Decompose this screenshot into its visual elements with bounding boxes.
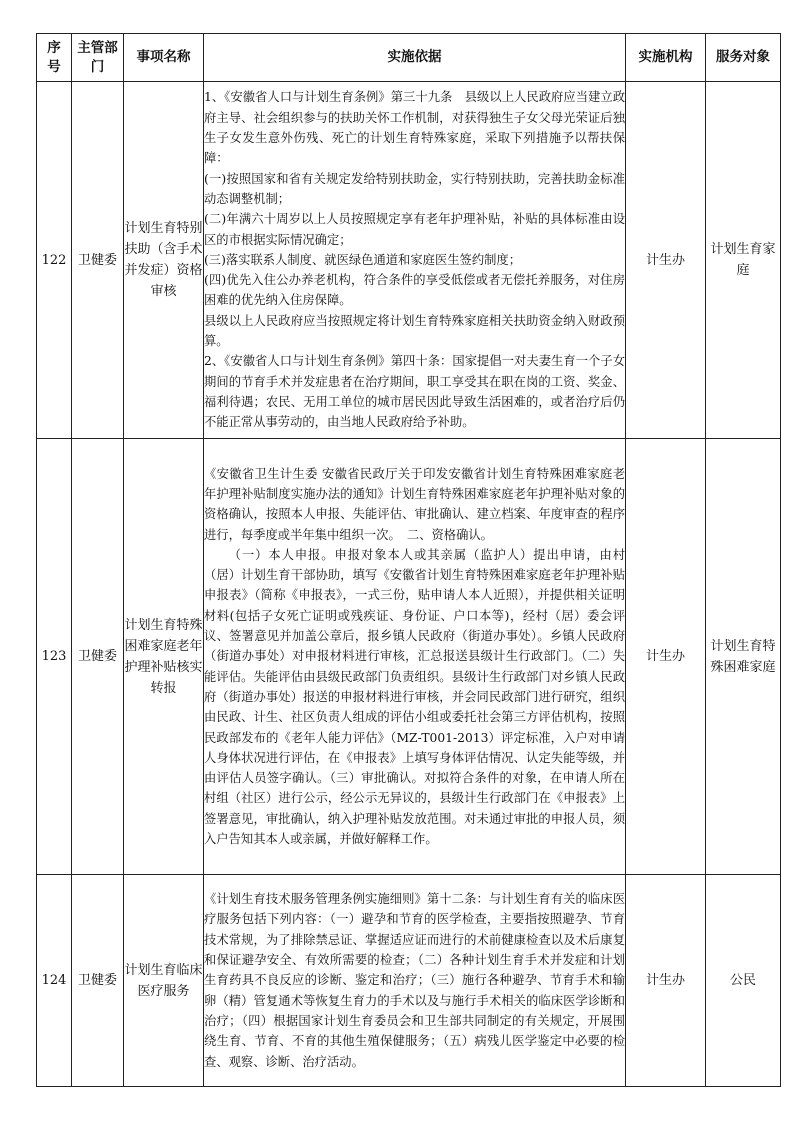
basis-paragraph: 2、《安徽省人口与计划生育条例》第四十条：国家提倡一对夫妻生育一个子女期间的节育手术并发症患者在治疗期间，职工享受其在职在岗的工资、奖金、福利待遇；农民、无用工单位的城市居民因此导致生活困难的，或者治疗后仍不能正常从事劳动的，由当地人民政府给予补助。 <box>204 354 625 430</box>
row-department: 卫健委 <box>72 439 124 875</box>
row-number: 124 <box>37 875 72 1087</box>
row-department: 卫健委 <box>72 875 124 1087</box>
row-target: 计划生育家庭 <box>706 82 781 439</box>
row-item-name: 计划生育特殊困难家庭老年护理补贴核实转报 <box>124 439 204 875</box>
basis-paragraph: (四)优先入住公办养老机构，符合条件的享受低偿或者无偿托养服务，对住房困难的优先纳入住房保障。 <box>204 273 625 308</box>
service-items-table <box>36 33 781 1087</box>
row-number: 122 <box>37 82 72 439</box>
row-item-name: 计划生育特别扶助（含手术并发症）资格审核 <box>124 82 204 439</box>
header-agency: 实施机构 <box>626 34 706 82</box>
basis-paragraph: 《安徽省卫生计生委 安徽省民政厅关于印发安徽省计划生育特殊困难家庭老年护理补贴制度实施办法的通知》计划生育特殊困难家庭老年护理补贴对象的资格确认，按照本人申报、失能评估、审批确认、建立档案、年度审查的程序进行，每季度或半年集中组织一次。 二、资格确认。 <box>204 466 625 542</box>
row-target: 计划生育特殊困难家庭 <box>706 439 781 875</box>
basis-paragraph: 1、《安徽省人口与计划生育条例》第三十九条 县级以上人民政府应当建立政府主导、社会组织参与的扶助关怀工作机制，对获得独生子女父母光荣证后独生子女发生意外伤残、死亡的计划生育特殊家庭，采取下列措施予以帮扶保障： <box>204 90 625 166</box>
header-target: 服务对象 <box>706 34 781 82</box>
basis-paragraph: （一）本人申报。申报对象本人或其亲属（监护人）提出申请，由村（居）计划生育干部协助，填写《安徽省计划生育特殊困难家庭老年护理补贴申报表》（简称《申报表》，一式三份，贴申请人本人近照），并提供相关证明材料(包括子女死亡证明或残疾证、身份证、户口本等)，经村（居）委会评议、签署意见并加盖公章后，报乡镇人民政府（街道办事处）。乡镇人民政府（街道办事处）对申报材料进行审核，汇总报送县级计生行政部门。（二）失能评估。失能评估由县级民政部门负责组织。县级计生行政部门对乡镇人民政府（街道办事处）报送的申报材料进行审核，并会同民政部门进行研究，组织由民政、计生、社区负责人组成的评估小组或委托社会第三方评估机构，按照民政部发布的《老年人能力评估》（MZ-T001-2013）评定标准，入户对申请人身体状况进行评估，在《申报表》上填写身体评估情况、认定失能等级，并由评估人员签字确认。（三）审批确认。对拟符合条件的对象，在申请人所在村组（社区）进行公示，经公示无异议的，县级计生行政部门在《申报表》上签署意见，审批确认，纳入护理补贴发放范围。对未通过审批的申报人员，须入户告知其本人或亲属，并做好解释工作。 <box>204 547 625 847</box>
header-basis: 实施依据 <box>204 34 626 82</box>
row-basis <box>204 82 626 439</box>
table-row <box>37 875 781 1087</box>
row-target: 公民 <box>706 875 781 1087</box>
table-header-row <box>37 34 781 82</box>
row-agency: 计生办 <box>626 439 706 875</box>
basis-paragraph: 县级以上人民政府应当按照规定将计划生育特殊家庭相关扶助资金纳入财政预算。 <box>204 313 625 349</box>
basis-paragraph: (三)落实联系人制度、就医绿色通道和家庭医生签约制度； <box>204 252 522 267</box>
table-row <box>37 82 781 439</box>
row-basis <box>204 439 626 875</box>
row-item-name: 计划生育临床医疗服务 <box>124 875 204 1087</box>
header-item-name: 事项名称 <box>124 34 204 82</box>
header-number: 序 号 <box>37 34 72 82</box>
basis-paragraph: (一)按照国家和省有关规定发给特别扶助金，实行特别扶助，完善扶助金标准动态调整机制； <box>204 171 625 206</box>
header-department: 主管部 门 <box>72 34 124 82</box>
table-row <box>37 439 781 875</box>
document-page <box>36 33 780 1087</box>
basis-paragraph: 《计划生育技术服务管理条例实施细则》第十二条：与计划生育有关的临床医疗服务包括下列内容：（一）避孕和节育的医学检查，主要指按照避孕、节育技术常规，为了排除禁忌证、掌握适应证而进行的术前健康检查以及术后康复和保证避孕安全、有效所需要的检查；（二）各种计划生育手术并发症和计划生育药具不良反应的诊断、鉴定和治疗；（三）施行各种避孕、节育手术和输卵（精）管复通术等恢复生育力的手术以及与施行手术相关的临床医学诊断和治疗；（四）根据国家计划生育委员会和卫生部共同制定的有关规定，开展围绕生育、节育、不育的其他生殖保健服务；（五）病残儿医学鉴定中必要的检查、观察、诊断、治疗活动。 <box>204 892 625 1069</box>
basis-paragraph: (二)年满六十周岁以上人员按照规定享有老年护理补贴，补贴的具体标准由设区的市根据实际情况确定； <box>204 212 625 247</box>
row-agency: 计生办 <box>626 875 706 1087</box>
row-agency: 计生办 <box>626 82 706 439</box>
row-department: 卫健委 <box>72 82 124 439</box>
row-number: 123 <box>37 439 72 875</box>
row-basis <box>204 875 626 1087</box>
